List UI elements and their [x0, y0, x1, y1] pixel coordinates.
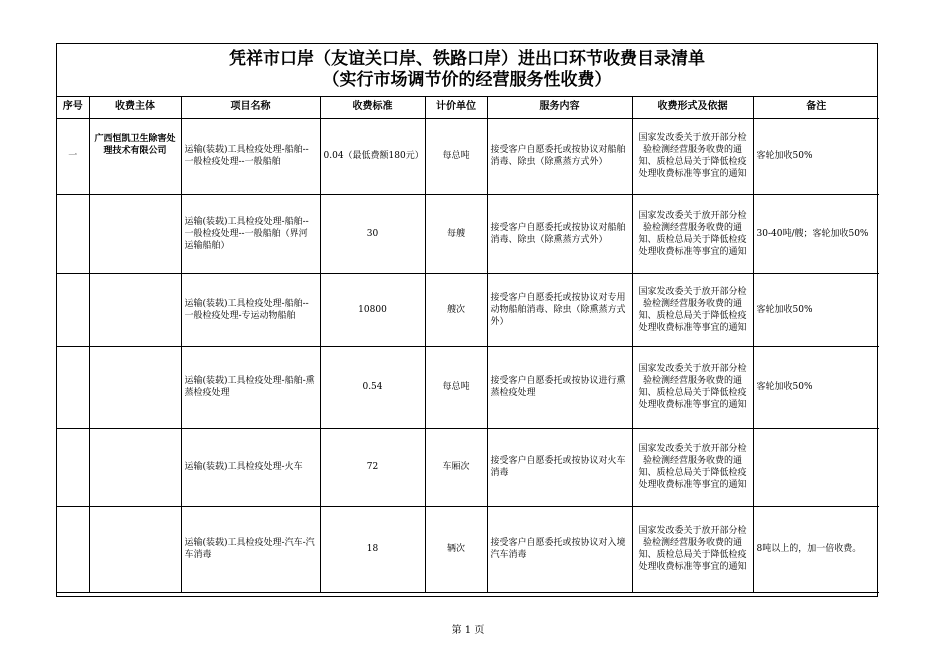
table-row: [57, 118, 879, 194]
cell-service: 接受客户自愿委托或按协议对船舶消毒、除虫（除熏蒸方式外）: [487, 194, 632, 273]
cell-basis: 国家发改委关于放开部分检验检测经营服务收费的通知、质检总局关于降低检疫处理收费标准等事宜的通知: [632, 118, 753, 194]
cell-basis: 国家发改委关于放开部分检验检测经营服务收费的通知、质检总局关于降低检疫处理收费标准等事宜的通知: [632, 194, 753, 273]
cell-item: 运输(装载)工具检疫处理-汽车-汽车消毒: [181, 506, 320, 592]
cell-seq: [57, 346, 89, 428]
header-item: 项目名称: [181, 96, 320, 118]
document-subtitle: （实行市场调节价的经营服务性收费）: [322, 70, 612, 90]
cell-remark: 30-40吨/艘；客轮加收50%: [753, 194, 879, 273]
header-unit: 计价单位: [425, 96, 487, 118]
header-basis: 收费形式及依据: [632, 96, 753, 118]
table-row: [57, 346, 879, 428]
cell-remark: [753, 428, 879, 506]
cell-service: 接受客户自愿委托或按协议对入境汽车消毒: [487, 506, 632, 592]
cell-subject: [89, 428, 181, 506]
cell-unit: 车厢次: [425, 428, 487, 506]
cell-seq: [57, 506, 89, 592]
cell-subject: [89, 273, 181, 346]
cell-item: 运输(装载)工具检疫处理-船舶--一般检疫处理-专运动物船舶: [181, 273, 320, 346]
cell-unit: 每总吨: [425, 118, 487, 194]
cell-standard: 72: [320, 428, 425, 506]
cell-standard: 0.54: [320, 346, 425, 428]
header-service: 服务内容: [487, 96, 632, 118]
table-row: [57, 506, 879, 592]
cell-unit: 辆次: [425, 506, 487, 592]
cell-remark: 客轮加收50%: [753, 118, 879, 194]
cell-service: 接受客户自愿委托或按协议对船舶消毒、除虫（除熏蒸方式外）: [487, 118, 632, 194]
cell-unit: 艘次: [425, 273, 487, 346]
cell-remark: 8吨以上的，加一倍收费。: [753, 506, 879, 592]
cell-seq: 一: [57, 118, 89, 194]
cell-basis: 国家发改委关于放开部分检验检测经营服务收费的通知、质检总局关于降低检疫处理收费标准等事宜的通知: [632, 428, 753, 506]
cell-item: 运输(装载)工具检疫处理-船舶--一般检疫处理--一般船舶: [181, 118, 320, 194]
table-header-row: [57, 96, 879, 118]
cell-standard: 0.04（最低费额180元）: [320, 118, 425, 194]
table-row: [57, 273, 879, 346]
cell-item: 运输(装载)工具检疫处理-火车: [181, 428, 320, 506]
cell-seq: [57, 428, 89, 506]
table-row: [57, 194, 879, 273]
header-standard: 收费标准: [320, 96, 425, 118]
page-number: 第 1 页: [451, 625, 485, 636]
header-subject: 收费主体: [89, 96, 181, 118]
fee-table: [57, 96, 879, 593]
cell-standard: 10800: [320, 273, 425, 346]
header-seq: 序号: [57, 96, 89, 118]
fee-list-sheet: [56, 43, 878, 597]
cell-basis: 国家发改委关于放开部分检验检测经营服务收费的通知、质检总局关于降低检疫处理收费标准等事宜的通知: [632, 273, 753, 346]
cell-seq: [57, 194, 89, 273]
document-title: 凭祥市口岸（友谊关口岸、铁路口岸）进出口环节收费目录清单: [229, 49, 705, 69]
cell-standard: 30: [320, 194, 425, 273]
cell-unit: 每艘: [425, 194, 487, 273]
header-remark: 备注: [753, 96, 879, 118]
cell-service: 接受客户自愿委托或按协议进行熏蒸检疫处理: [487, 346, 632, 428]
cell-standard: 18: [320, 506, 425, 592]
cell-remark: 客轮加收50%: [753, 273, 879, 346]
document-title-block: [57, 44, 877, 97]
cell-service: 接受客户自愿委托或按协议对专用动物船舶消毒、除虫（除熏蒸方式外）: [487, 273, 632, 346]
cell-item: 运输(装载)工具检疫处理-船舶--一般检疫处理--一般船舶（界河运输船舶）: [181, 194, 320, 273]
table-row: [57, 428, 879, 506]
cell-subject: 广西恒凯卫生除害处理技术有限公司: [89, 118, 181, 194]
cell-unit: 每总吨: [425, 346, 487, 428]
cell-basis: 国家发改委关于放开部分检验检测经营服务收费的通知、质检总局关于降低检疫处理收费标准等事宜的通知: [632, 346, 753, 428]
cell-basis: 国家发改委关于放开部分检验检测经营服务收费的通知、质检总局关于降低检疫处理收费标准等事宜的通知: [632, 506, 753, 592]
cell-remark: 客轮加收50%: [753, 346, 879, 428]
cell-item: 运输(装载)工具检疫处理-船舶-熏蒸检疫处理: [181, 346, 320, 428]
cell-subject: [89, 194, 181, 273]
cell-service: 接受客户自愿委托或按协议对火车消毒: [487, 428, 632, 506]
cell-seq: [57, 273, 89, 346]
cell-subject: [89, 346, 181, 428]
cell-subject: [89, 506, 181, 592]
